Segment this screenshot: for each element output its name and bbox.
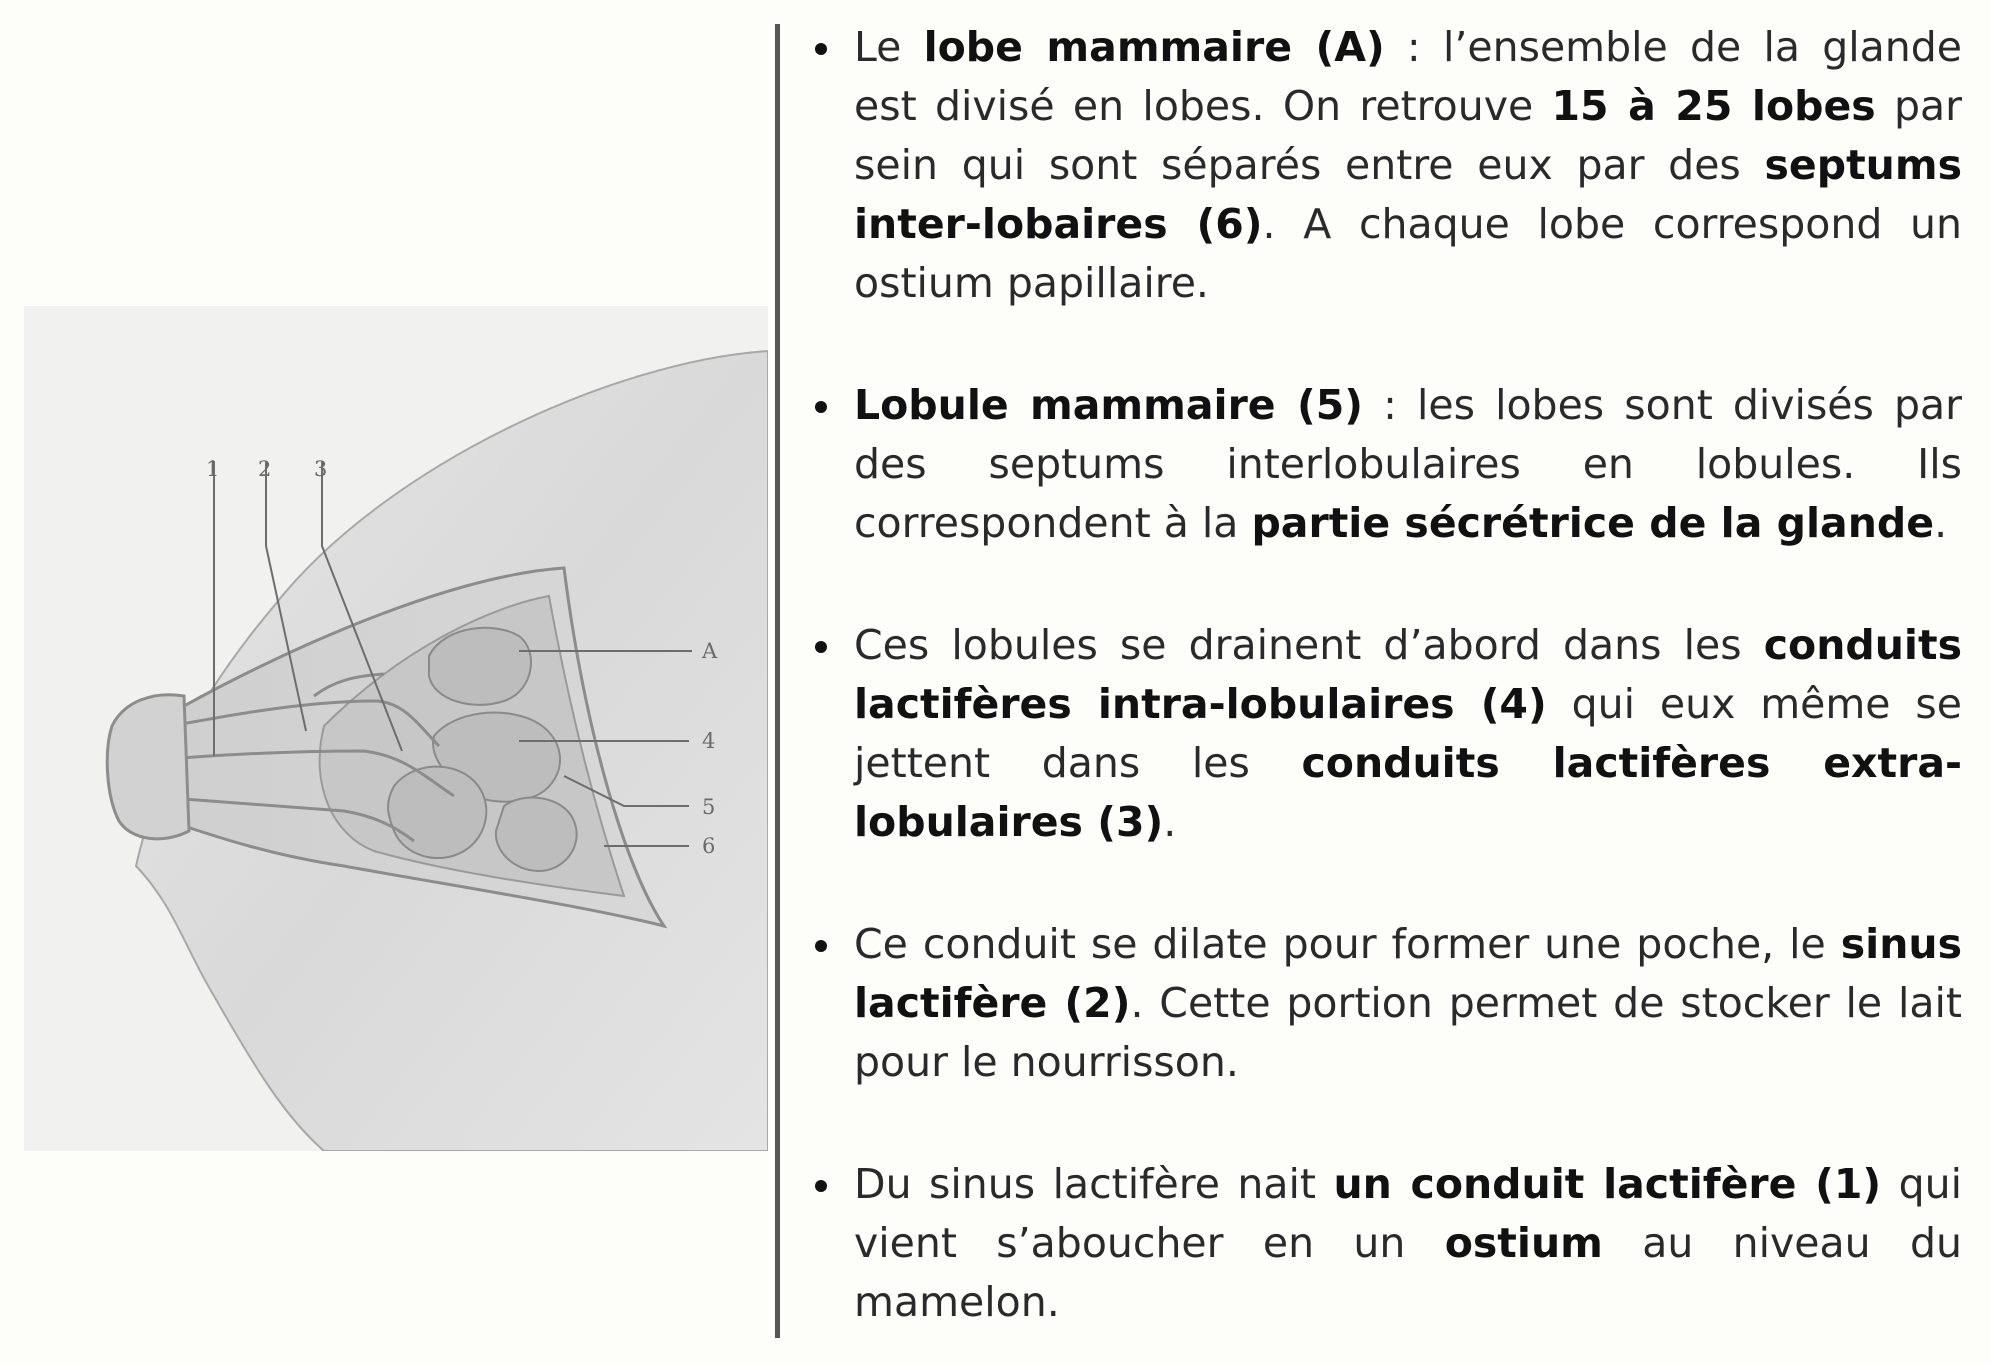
bullet-lobe-mammaire: Le lobe mammaire (A) : l’ensemble de la glande est divisé en lobes. On retrouve 15 à 25 lobes par sein qui sont séparés entre eux par des septums inter-lobaires (6). A chaque lobe correspond un ostium papillaire. — [810, 18, 1962, 313]
breast-anatomy-figure — [24, 306, 768, 1151]
bullet-list — [810, 18, 1962, 1332]
bullet-sinus-lactifere: Ce conduit se dilate pour former une poche, le sinus lactifère (2). Cette portion permet de stocker le lait pour le nourrisson. — [810, 915, 1962, 1092]
label-1: 1 — [206, 457, 220, 481]
bullet-conduit-lactifere: Du sinus lactifère nait un conduit lactifère (1) qui vient s’aboucher en un ostium au niveau du mamelon. — [810, 1155, 1962, 1332]
label-2: 2 — [258, 457, 272, 481]
label-4: 4 — [702, 729, 716, 753]
label-a: A — [702, 639, 718, 663]
label-6: 6 — [702, 834, 716, 858]
bullet-lobule-mammaire: Lobule mammaire (5) : les lobes sont divisés par des septums interlobulaires en lobules. Ils correspondent à la partie sécrétrice de la glande. — [810, 376, 1962, 553]
vertical-divider — [775, 24, 780, 1338]
label-5: 5 — [702, 795, 716, 819]
bullet-conduits-lactiferes: Ces lobules se drainent d’abord dans les conduits lactifères intra-lobulaires (4) qui eux même se jettent dans les conduits lactifères extra-lobulaires (3). — [810, 616, 1962, 852]
nipple — [107, 695, 189, 839]
breast-cross-section-illustration — [24, 306, 768, 1151]
label-3: 3 — [314, 457, 328, 481]
